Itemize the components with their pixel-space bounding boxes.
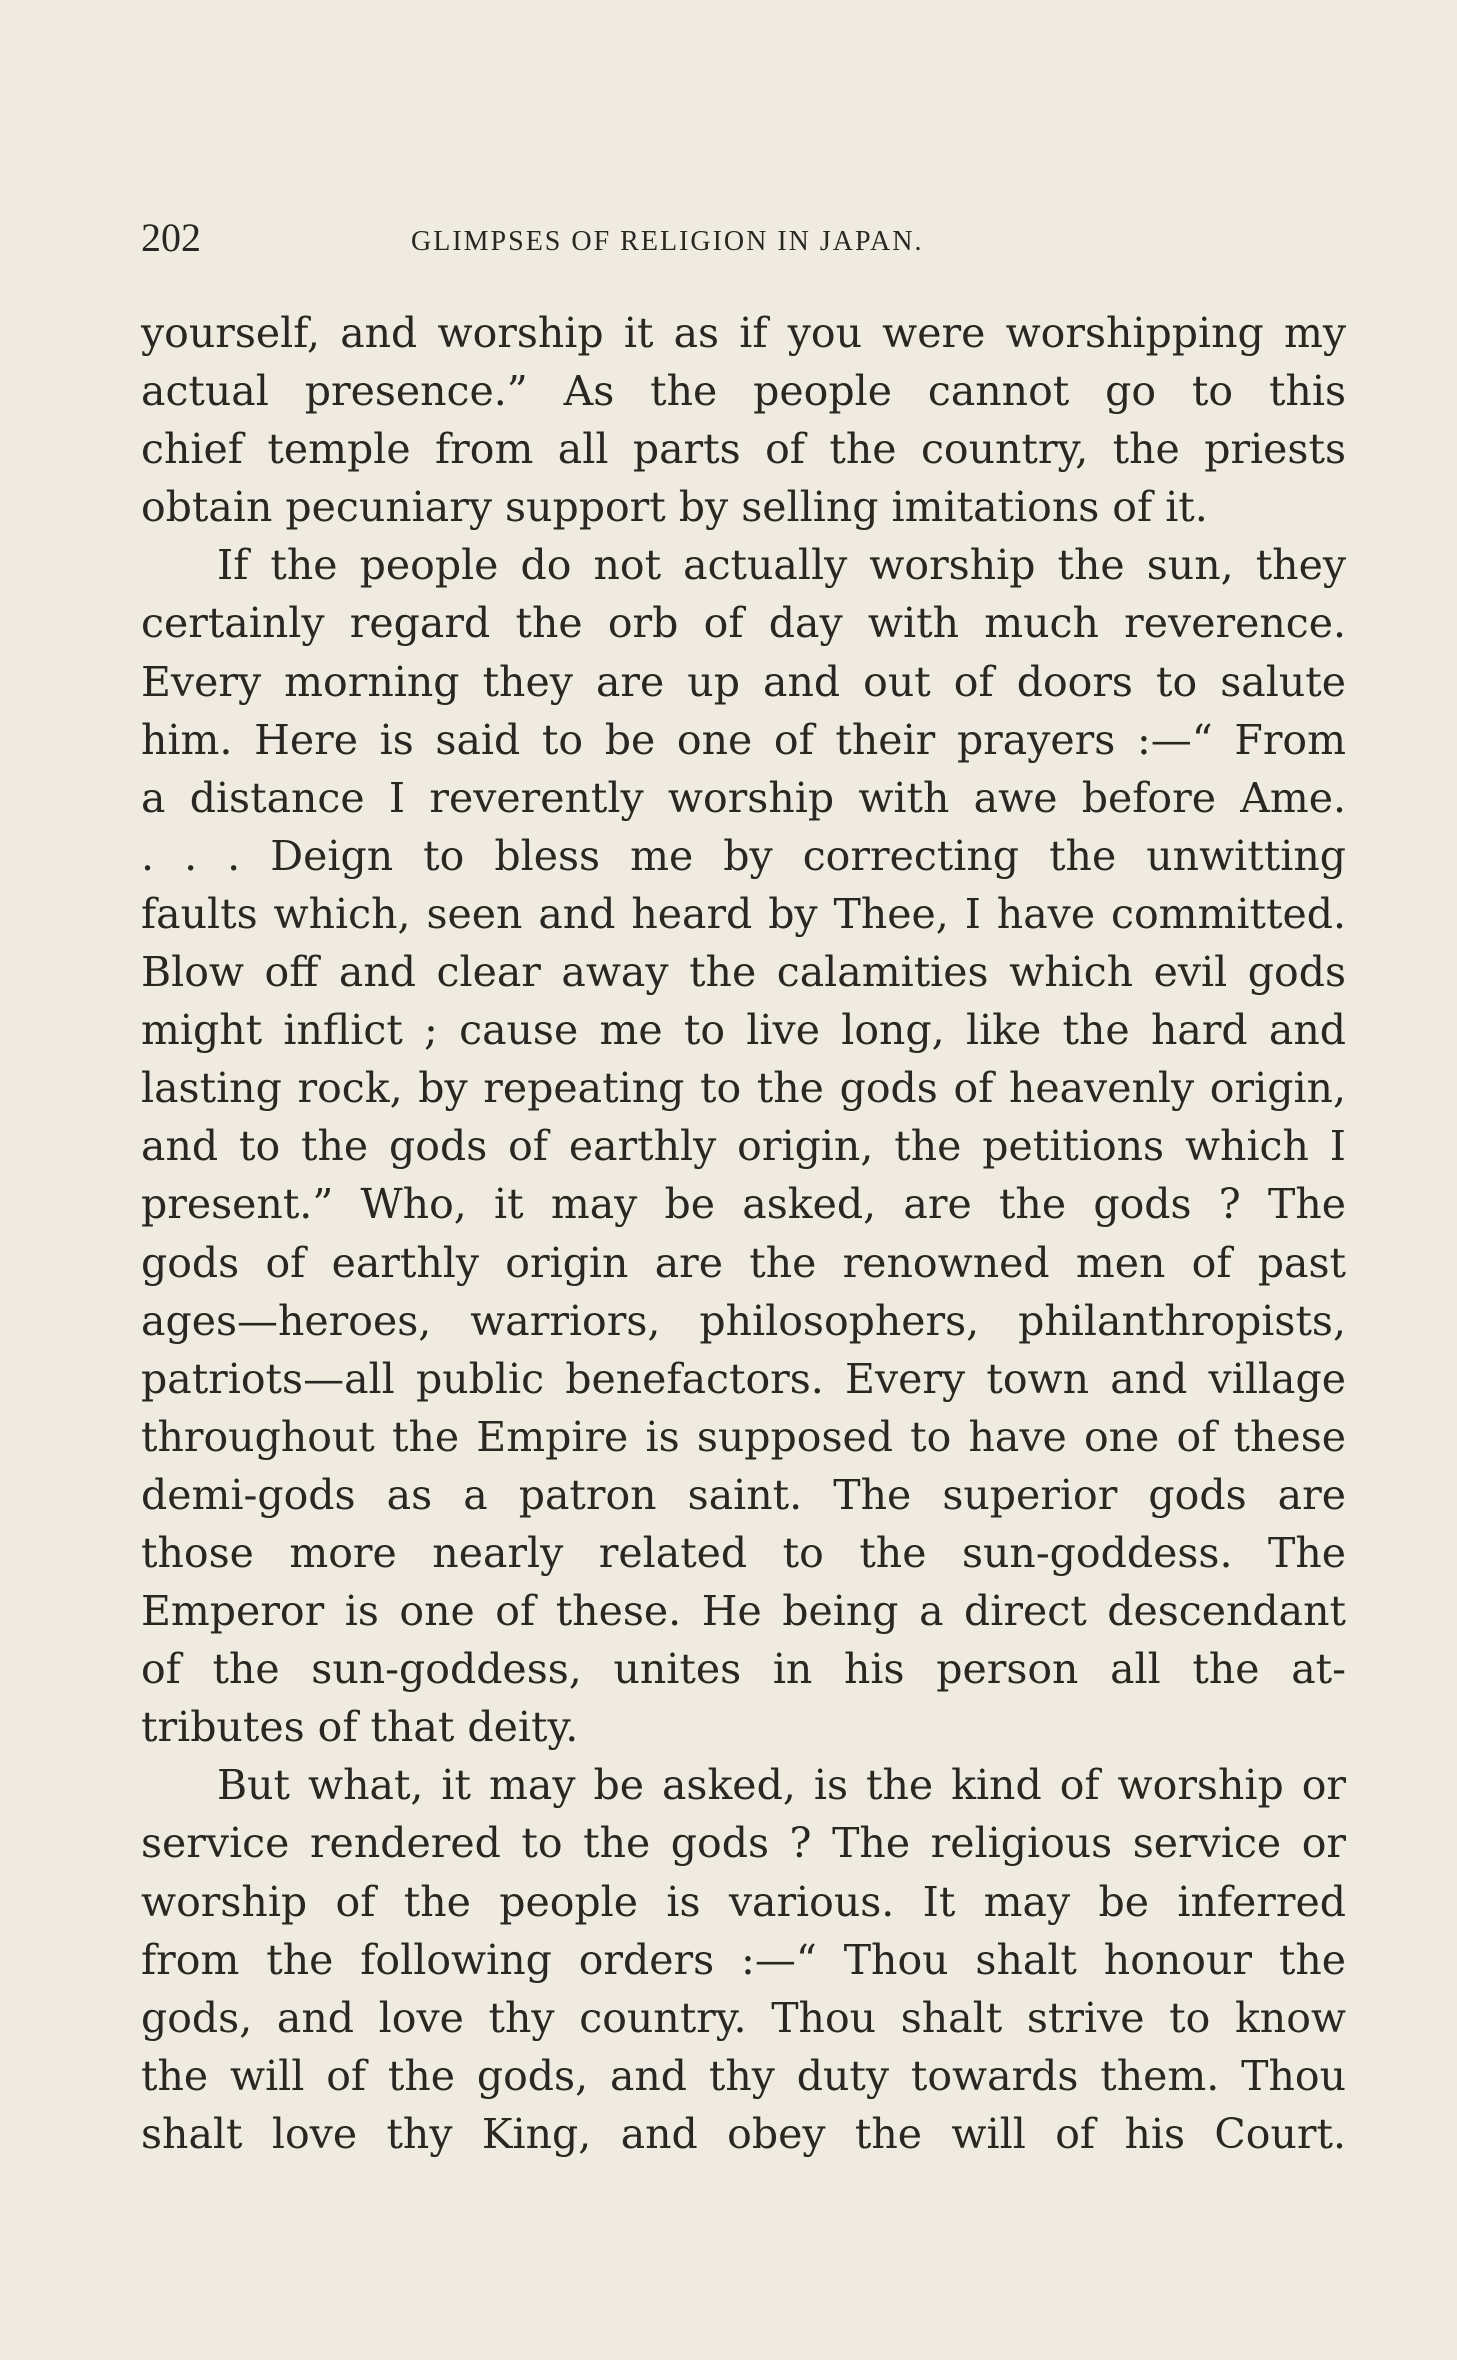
text-line: But what, it may be asked, is the kind of worship or [217, 1761, 1346, 1810]
text-line: worship of the people is various. It may be inferred [141, 1877, 1346, 1926]
text-line: Emperor is one of these. He being a direct descendant [141, 1587, 1346, 1636]
text-line: faults which, seen and heard by Thee, I have committed. [141, 889, 1346, 938]
text-line: of the sun-goddess, unites in his person all the at- [141, 1645, 1346, 1694]
text-line: . . . Deign to bless me by correcting the unwitting [141, 831, 1346, 880]
running-title: GLIMPSES OF RELIGION IN JAPAN. [411, 226, 924, 257]
text-line: gods of earthly origin are the renowned men of past [141, 1238, 1346, 1287]
text-line: Blow off and clear away the calamities which evil gods [141, 948, 1346, 997]
text-line: actual presence.” As the people cannot go to this [141, 367, 1346, 416]
text-line: service rendered to the gods ? The religious service or [141, 1819, 1346, 1868]
text-line: patriots—all public benefactors. Every town and village [141, 1354, 1346, 1403]
text-line: ages—heroes, warriors, philosophers, philanthropists, [141, 1296, 1346, 1345]
text-line: shalt love thy King, and obey the will of his Court. [141, 2109, 1346, 2158]
text-line: and to the gods of earthly origin, the petitions which I [141, 1122, 1346, 1171]
text-line: If the people do not actually worship the sun, they [217, 541, 1346, 590]
text-line: those more nearly related to the sun-goddess. The [141, 1528, 1346, 1577]
text-line: from the following orders :—“ Thou shalt honour the [141, 1935, 1346, 1984]
text-line: him. Here is said to be one of their prayers :—“ From [141, 715, 1346, 764]
text-line: a distance I reverently worship with awe before Ame. [141, 773, 1346, 822]
text-line: chief temple from all parts of the country, the priests [141, 425, 1346, 474]
text-line: demi-gods as a patron saint. The superior gods are [141, 1470, 1346, 1519]
text-line: throughout the Empire is supposed to have one of these [141, 1412, 1346, 1461]
text-line: lasting rock, by repeating to the gods of heavenly origin, [141, 1064, 1346, 1113]
text-line: tributes of that deity. [141, 1703, 579, 1752]
text-line: certainly regard the orb of day with much reverence. [141, 599, 1346, 648]
text-line: yourself, and worship it as if you were worshipping my [141, 309, 1346, 357]
running-head [141, 210, 1346, 266]
text-line: gods, and love thy country. Thou shalt strive to know [141, 1993, 1346, 2042]
text-line: might inflict ; cause me to live long, like the hard and [141, 1006, 1346, 1055]
text-line: obtain pecuniary support by selling imitations of it. [141, 483, 1208, 532]
text-line: present.” Who, it may be asked, are the gods ? The [141, 1180, 1346, 1229]
text-line: Every morning they are up and out of doors to salute [141, 657, 1346, 706]
body-text [141, 304, 1346, 2163]
text-line: the will of the gods, and thy duty towards them. Thou [141, 2051, 1346, 2100]
page-number: 202 [141, 215, 201, 260]
